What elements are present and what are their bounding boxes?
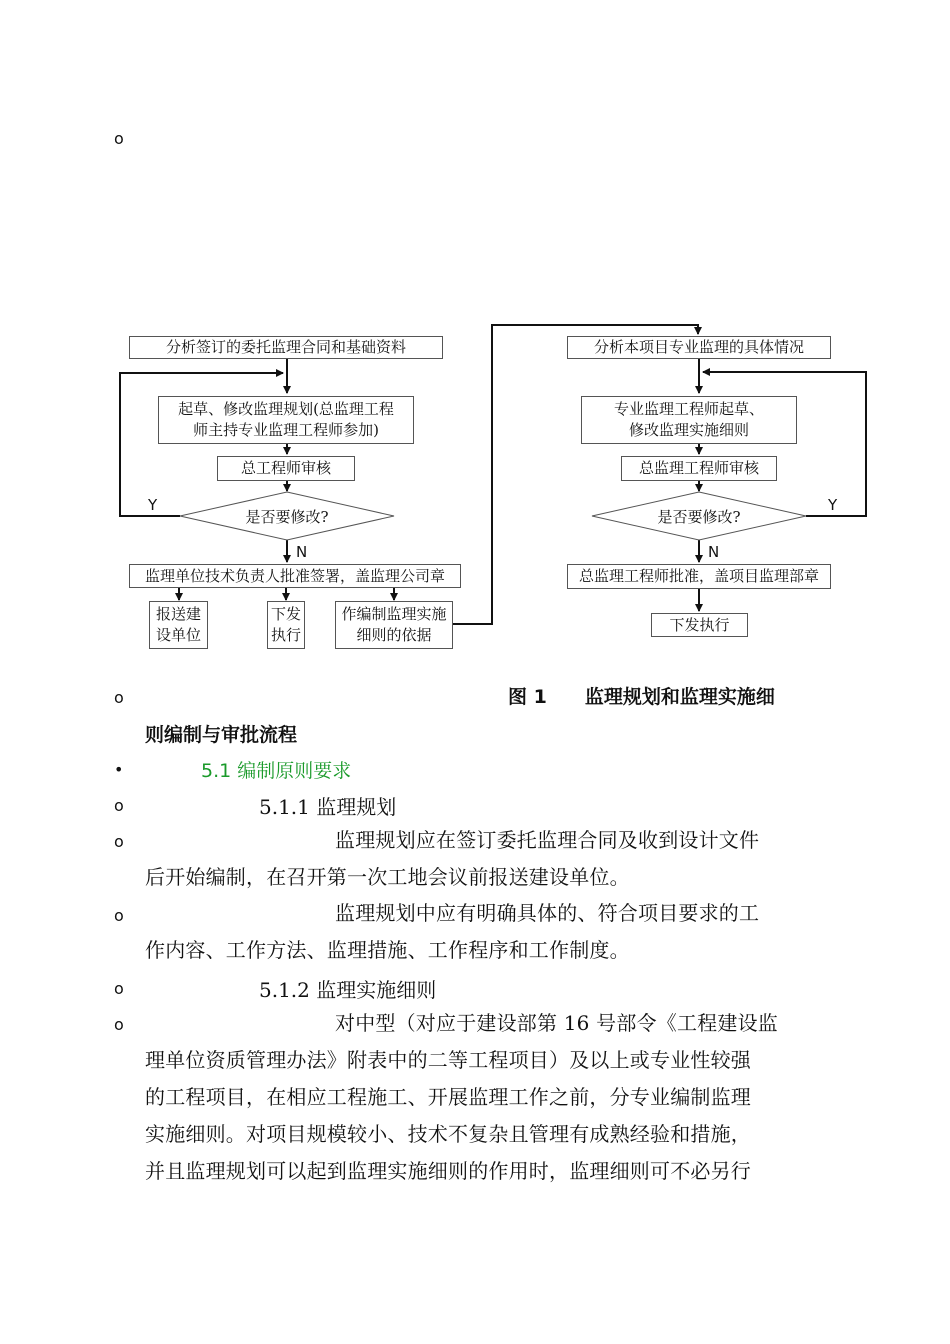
paragraph-line: 理单位资质管理办法》附表中的二等工程项目）及以上或专业性较强	[145, 1048, 751, 1072]
paragraph-line: 后开始编制，在召开第一次工地会议前报送建设单位。	[145, 865, 630, 889]
flow-right-issue-box: 下发执行	[651, 613, 748, 637]
flow-left-draft-box: 起草、修改监理规划(总监理工程 师主持专业监理工程师参加)	[158, 396, 414, 444]
list-bullet: o	[114, 1015, 124, 1034]
list-bullet: o	[114, 688, 124, 707]
figure-caption-line1: 图 1 监理规划和监理实施细	[508, 686, 775, 708]
subsection-title-details: 5.1.2 监理实施细则	[259, 978, 437, 1002]
paragraph-line: 的工程项目，在相应工程施工、开展监理工作之前，分专业编制监理	[145, 1085, 751, 1109]
paragraph-line: 作内容、工作方法、监理措施、工作程序和工作制度。	[145, 938, 630, 962]
flow-right-start-box: 分析本项目专业监理的具体情况	[567, 336, 831, 359]
flow-left-decision: 是否要修改?	[245, 508, 329, 526]
flow-right-approve-box: 总监理工程师批准，盖项目监理部章	[567, 564, 831, 589]
paragraph-line: 对中型（对应于建设部第 16 号部令《工程建设监	[335, 1011, 778, 1035]
flow-left-no-label: N	[296, 543, 308, 561]
flow-right-decision: 是否要修改?	[657, 508, 741, 526]
flow-left-start-box: 分析签订的委托监理合同和基础资料	[129, 336, 443, 359]
paragraph-line: 实施细则。对项目规模较小、技术不复杂且管理有成熟经验和措施，	[145, 1122, 751, 1146]
flow-left-output-basis: 作编制监理实施 细则的依据	[335, 601, 453, 649]
paragraph-line: 监理规划应在签订委托监理合同及收到设计文件	[335, 828, 760, 852]
flow-right-review-box: 总监理工程师审核	[621, 456, 777, 481]
flow-right-no-label: N	[708, 543, 720, 561]
list-bullet: o	[114, 832, 124, 851]
section-heading: 5.1 编制原则要求	[201, 760, 352, 782]
flow-left-yes-label: Y	[148, 496, 158, 514]
flow-right-draft-box: 专业监理工程师起草、 修改监理实施细则	[581, 396, 797, 444]
figure-caption-line2: 则编制与审批流程	[145, 724, 298, 746]
flow-right-yes-label: Y	[828, 496, 838, 514]
list-bullet: o	[114, 979, 124, 998]
flow-left-output-submit: 报送建 设单位	[149, 601, 208, 649]
flow-left-output-issue: 下发 执行	[267, 601, 305, 649]
list-bullet: •	[114, 760, 124, 779]
list-bullet: o	[114, 796, 124, 815]
subsection-title-plan: 5.1.1 监理规划	[259, 795, 397, 819]
paragraph-line: 监理规划中应有明确具体的、符合项目要求的工	[335, 901, 760, 925]
list-bullet: o	[114, 129, 124, 148]
list-bullet: o	[114, 906, 124, 925]
flow-left-review-box: 总工程师审核	[217, 456, 355, 481]
paragraph-line: 并且监理规划可以起到监理实施细则的作用时，监理细则可不必另行	[145, 1159, 751, 1183]
flow-left-approve-box: 监理单位技术负责人批准签署，盖监理公司章	[129, 564, 461, 588]
